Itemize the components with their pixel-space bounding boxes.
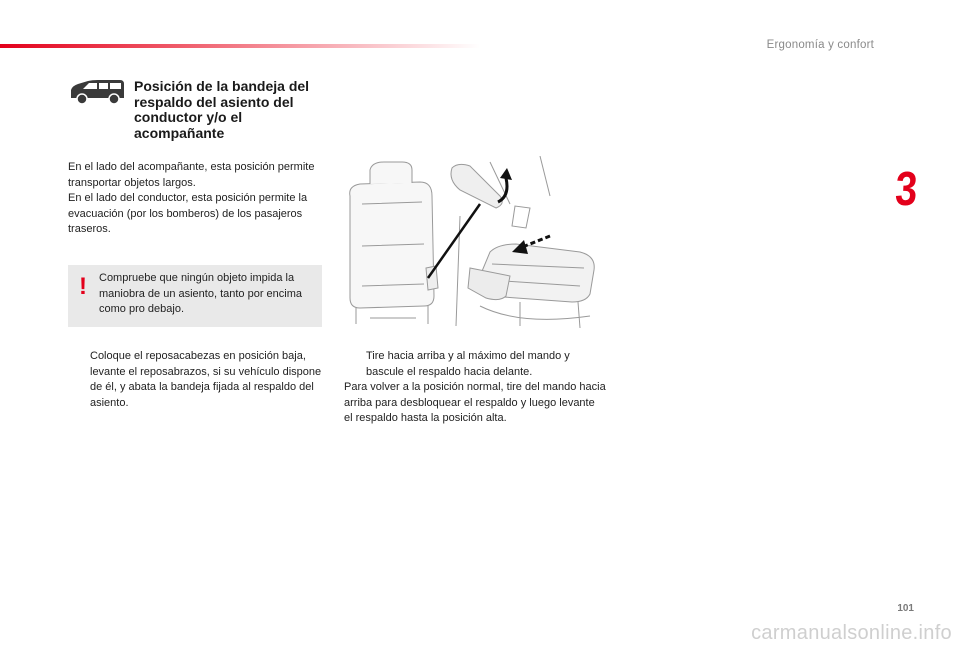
header-accent-bar [0,44,480,48]
van-icon [68,79,126,105]
step-2-text: Tire hacia arriba y al máximo del mando y bascule el respaldo hacia delante. [366,350,570,378]
intro-line-1: En el lado del acompañante, esta posición permite transportar objetos largos. [68,161,315,189]
section-title: Posición de la bandeja del respaldo del asiento del conductor y/o el acompañante [134,78,310,141]
chapter-number: 3 [893,163,919,216]
chapter-header-title: Ergonomía y confort [766,39,874,51]
intro-paragraph [68,160,328,238]
warning-text: Compruebe que ningún objeto impida la maniobra de un asiento, tanto por encima como pro debajo. [99,272,303,316]
warning-icon: ! [79,273,87,300]
watermark: carmanualsonline.info [751,622,952,644]
step-1 [68,349,326,411]
warning-box [68,265,322,327]
step-2 [344,349,606,380]
step-2-continuation: Para volver a la posición normal, tire del mando hacia arriba para desbloquear el respaldo y luego levante el respaldo hasta la posición alta. [344,381,606,425]
step-1-text: Coloque el reposacabezas en posición baja, levante el reposabrazos, si su vehículo dispone de él, y abata la bandeja fijada al respaldo del asiento. [90,350,322,409]
intro-line-2: En el lado del conductor, esta posición permite la evacuación (por los bomberos) de los pasajeros traseros. [68,192,308,236]
page-number: 101 [897,603,914,614]
seat-illustration [340,156,602,334]
